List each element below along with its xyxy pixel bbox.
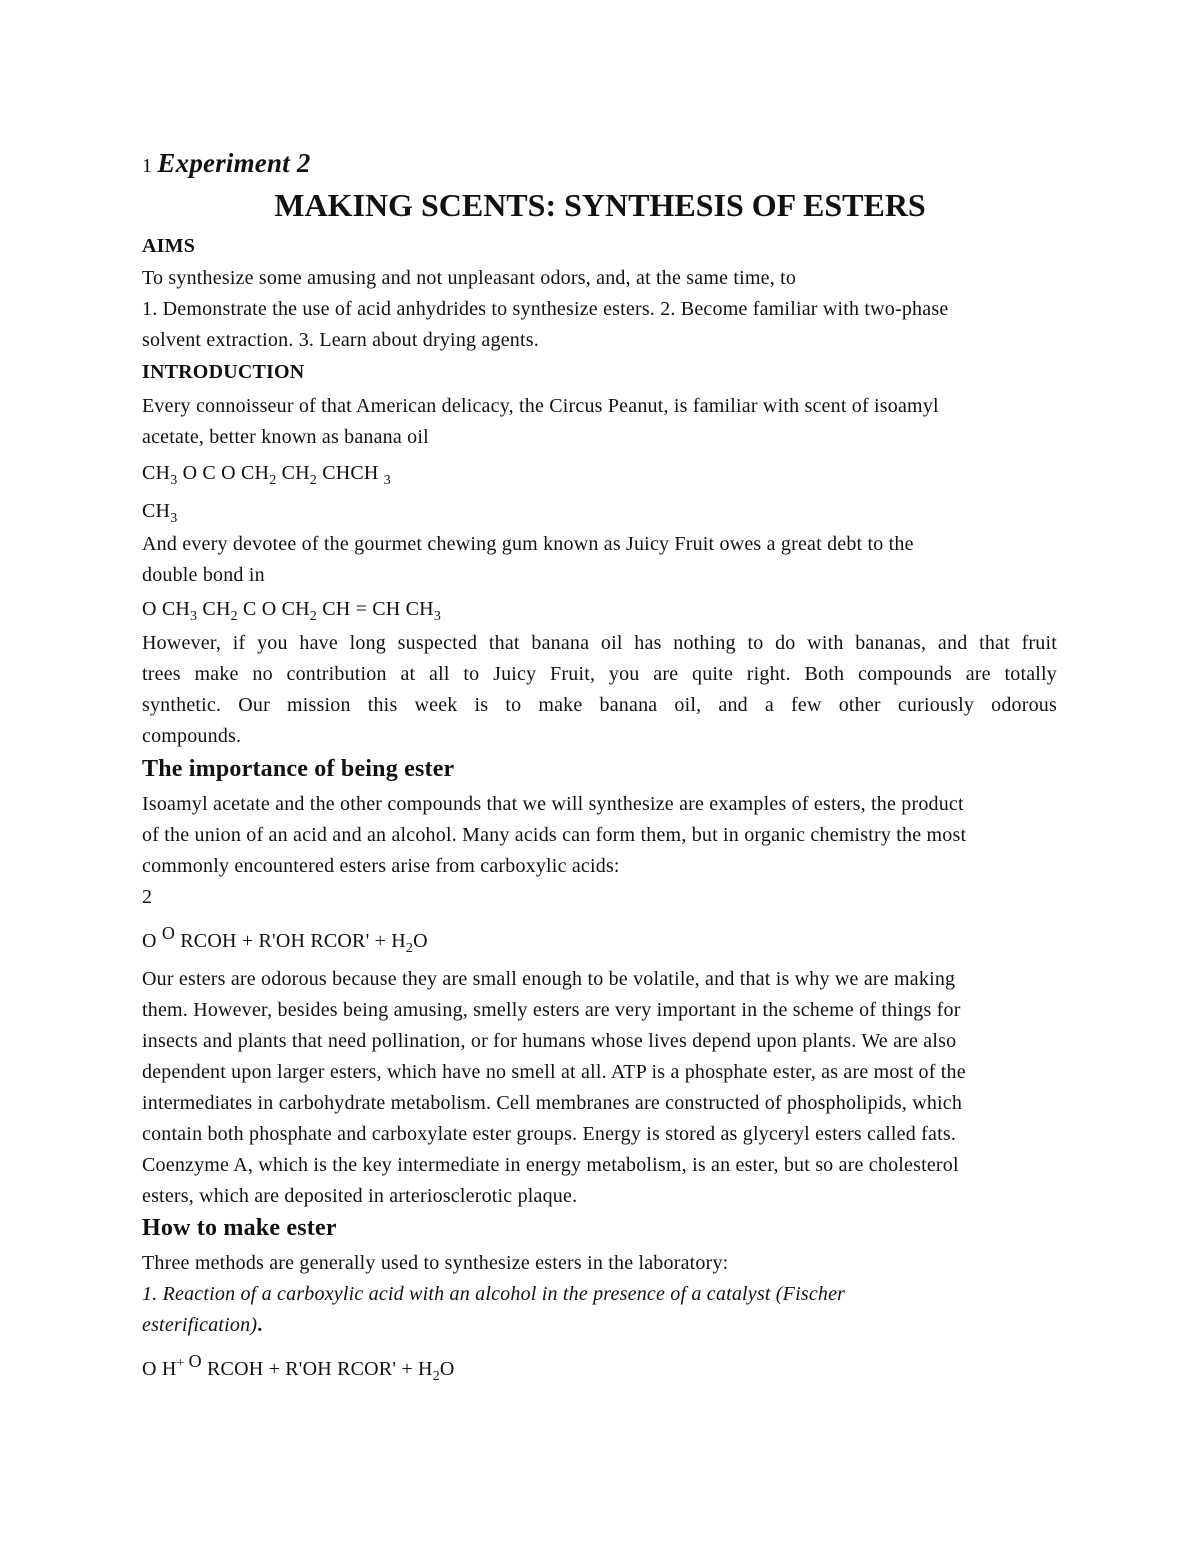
intro-p3-line-2: trees make no contribution at all to Juicy Fruit, you are quite right. Both compounds are totally [142,663,1057,685]
howto-item1-line-2: esterification). [142,1314,263,1336]
intro-p3-line-3: synthetic. Our mission this week is to make banana oil, and a few other curiously odorous [142,694,1057,716]
equation-fischer: O H+ O RCOH + R'OH RCOR' + $H_2O$ [142,1351,455,1384]
importance-p2-line-3: insects and plants that need pollination, or for humans whose lives depend upon plants. We are also [142,1030,957,1052]
intro-p1-line-1: Every connoisseur of that American delicacy, the Circus Peanut, is familiar with scent of isoamyl [142,395,939,417]
importance-p1-line-1: Isoamyl acetate and the other compounds that we will synthesize are examples of esters, the product [142,793,964,815]
page-number: 1 [142,155,153,177]
page-number-2: 2 [142,886,153,908]
importance-p2-line-6: contain both phosphate and carboxylate ester groups. Energy is stored as glyceryl esters called fats. [142,1123,957,1145]
aims-heading: AIMS [142,235,196,257]
equation-esterification: O O RCOH + R'OH RCOR' + $H_2O$ [142,923,428,956]
aims-line-1: To synthesize some amusing and not unpleasant odors, and, at the same time, to [142,267,797,289]
experiment-line [142,148,311,181]
importance-p1-line-2: of the union of an acid and an alcohol. Many acids can form them, but in organic chemistry the most [142,824,967,846]
intro-p3-line-1: However, if you have long suspected that banana oil has nothing to do with bananas, and that fruit [142,632,1057,654]
aims-line-2: 1. Demonstrate the use of acid anhydrides to synthesize esters. 2. Become familiar with two-phase [142,298,949,320]
importance-p2-line-1: Our esters are odorous because they are small enough to be volatile, and that is why we are making [142,968,956,990]
importance-p2-line-4: dependent upon larger esters, which have no smell at all. ATP is a phosphate ester, as are most of the [142,1061,966,1083]
intro-p2-line-1: And every devotee of the gourmet chewing gum known as Juicy Fruit owes a great debt to the [142,533,914,555]
importance-heading: The importance of being ester [142,756,455,782]
importance-p2-line-5: intermediates in carbohydrate metabolism. Cell membranes are constructed of phospholipids, which [142,1092,963,1114]
intro-p1-line-2: acetate, better known as banana oil [142,426,429,448]
intro-p3-line-4: compounds. [142,725,242,747]
aims-line-3: solvent extraction. 3. Learn about drying agents. [142,329,539,351]
experiment-label: Experiment 2 [157,148,311,178]
howto-item1-line-1: 1. Reaction of a carboxylic acid with an alcohol in the presence of a catalyst (Fischer [142,1283,846,1305]
howto-heading: How to make ester [142,1215,337,1241]
howto-line-1: Three methods are generally used to synthesize esters in the laboratory: [142,1252,729,1274]
formula-branch-methyl: $CH_3$ [142,500,178,526]
formula-isoamyl-acetate: $CH_3$ O C O $CH_2$ $CH_2$ CHCH $_3$ [142,462,391,488]
intro-p2-line-2: double bond in [142,564,265,586]
document-title: MAKING SCENTS: SYNTHESIS OF ESTERS [274,187,926,223]
importance-p2-line-7: Coenzyme A, which is the key intermediate in energy metabolism, is an ester, but so are cholesterol [142,1154,959,1176]
introduction-heading: INTRODUCTION [142,361,305,383]
importance-p1-line-3: commonly encountered esters arise from carboxylic acids: [142,855,620,877]
importance-p2-line-8: esters, which are deposited in arteriosclerotic plaque. [142,1185,578,1207]
formula-juicy-fruit-ester: O $CH_3$ $CH_2$ C O $CH_2$ CH = CH $CH_3$ [142,598,442,624]
importance-p2-line-2: them. However, besides being amusing, smelly esters are very important in the scheme of things for [142,999,961,1021]
